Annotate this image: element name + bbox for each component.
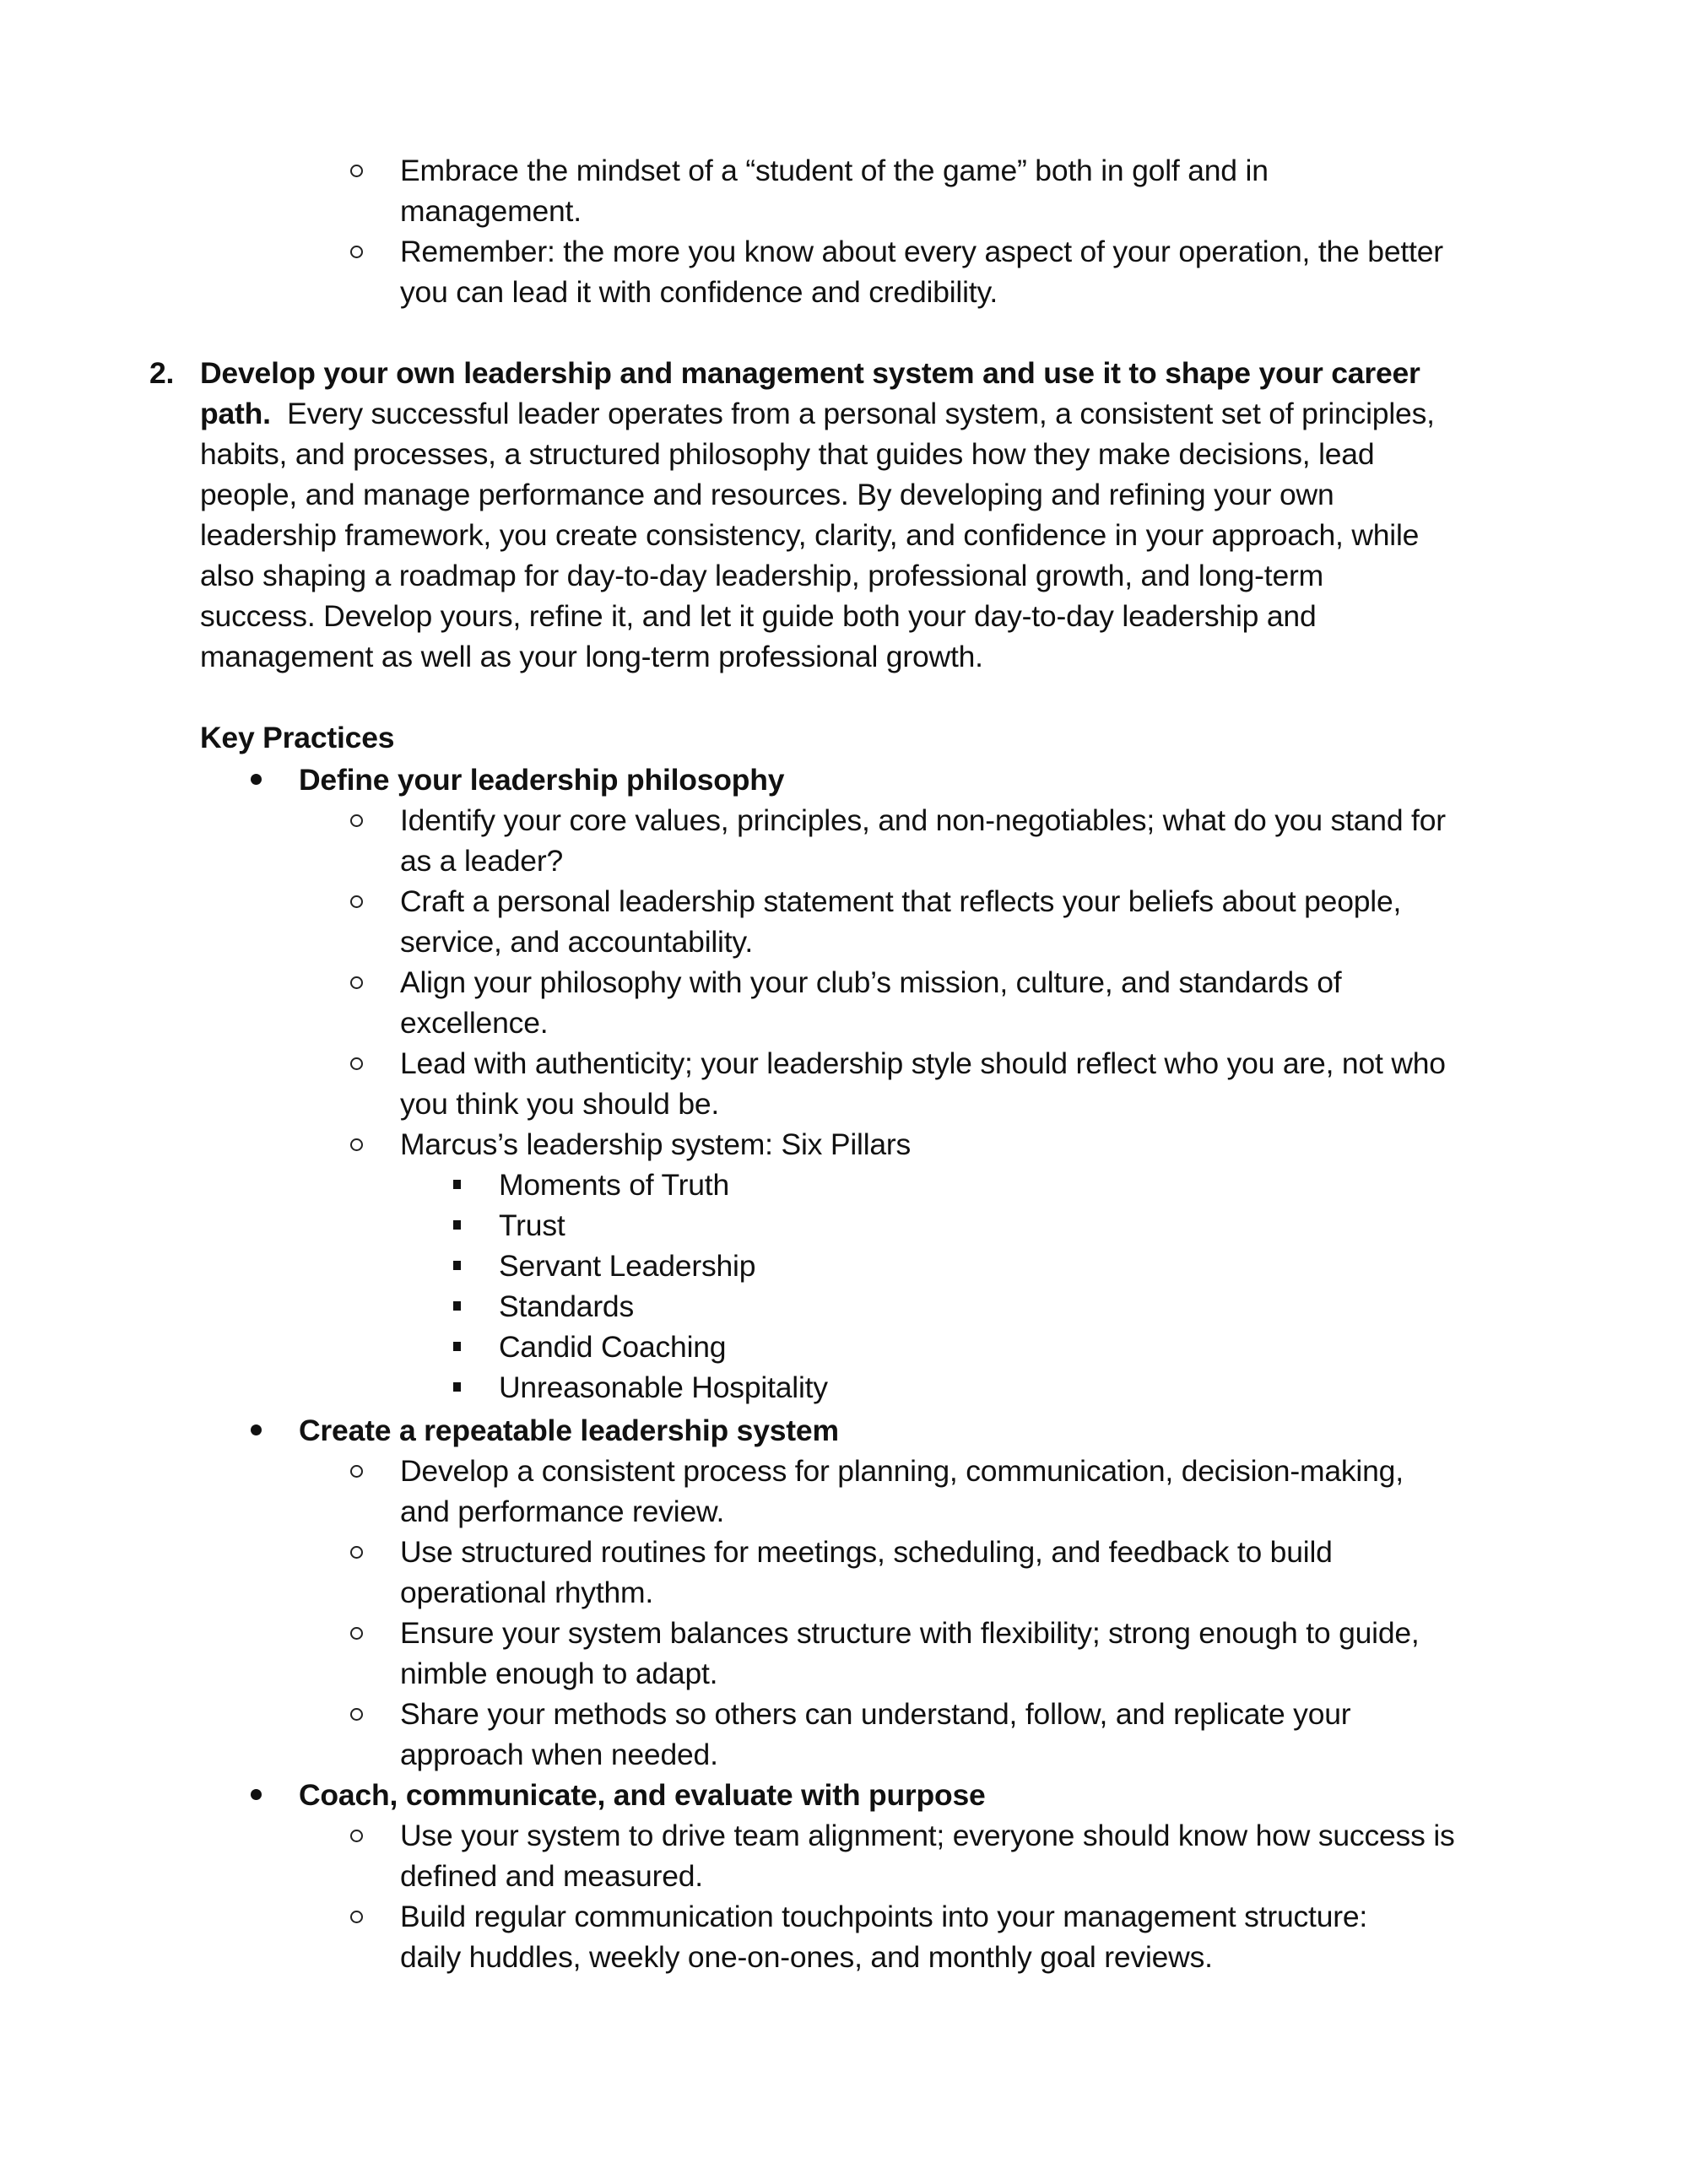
intro-item-1-line-0: Remember: the more you know about every aspect of your operation, the better bbox=[400, 235, 1443, 268]
square-bullet-icon bbox=[453, 1220, 461, 1230]
practice-item-line: daily huddles, weekly one-on-ones, and monthly goal reviews. bbox=[400, 1940, 1213, 1974]
practice-item-line: defined and measured. bbox=[400, 1859, 703, 1893]
practice-item-line: excellence. bbox=[400, 1006, 549, 1040]
practice-item-line: Develop a consistent process for planning, communication, decision-making, bbox=[400, 1454, 1404, 1488]
section-body-line: leadership framework, you create consistency, clarity, and confidence in your approach, while bbox=[200, 518, 1420, 552]
square-bullet-icon bbox=[453, 1180, 461, 1189]
section-body-first: Every successful leader operates from a personal system, a consistent set of principles, bbox=[287, 397, 1435, 430]
section-body-line: also shaping a roadmap for day-to-day leadership, professional growth, and long-term bbox=[200, 559, 1323, 592]
section-number: 2. bbox=[149, 356, 175, 390]
practice-item-line: Craft a personal leadership statement that reflects your beliefs about people, bbox=[400, 884, 1402, 918]
pillar-item: Standards bbox=[499, 1289, 635, 1323]
pillar-item: Servant Leadership bbox=[499, 1249, 756, 1283]
intro-item-1-line-1: you can lead it with confidence and credibility. bbox=[400, 275, 998, 309]
square-bullet-icon bbox=[453, 1261, 461, 1270]
circle-bullet-icon bbox=[350, 1465, 363, 1478]
section-body-line: habits, and processes, a structured philosophy that guides how they make decisions, lead bbox=[200, 437, 1375, 471]
square-bullet-icon bbox=[453, 1382, 461, 1392]
circle-bullet-icon bbox=[350, 1057, 363, 1070]
practice-item-line: Build regular communication touchpoints into your management structure: bbox=[400, 1900, 1368, 1933]
practice-title: Coach, communicate, and evaluate with purpose bbox=[299, 1778, 986, 1812]
practice-item-line: Marcus’s leadership system: Six Pillars bbox=[400, 1127, 912, 1161]
section-heading-path: path. bbox=[200, 397, 271, 430]
circle-bullet-icon bbox=[350, 165, 363, 177]
circle-bullet-icon bbox=[350, 1546, 363, 1559]
disc-bullet-icon bbox=[251, 1424, 262, 1435]
pillar-item: Unreasonable Hospitality bbox=[499, 1370, 828, 1404]
circle-bullet-icon bbox=[350, 1138, 363, 1151]
pillar-item: Moments of Truth bbox=[499, 1168, 730, 1202]
practice-item-line: Use structured routines for meetings, scheduling, and feedback to build bbox=[400, 1535, 1333, 1569]
circle-bullet-icon bbox=[350, 1708, 363, 1721]
practice-item-line: Use your system to drive team alignment; everyone should know how success is bbox=[400, 1819, 1455, 1852]
practice-item-line: Align your philosophy with your club’s mission, culture, and standards of bbox=[400, 965, 1342, 999]
practice-item-line: Share your methods so others can understand, follow, and replicate your bbox=[400, 1697, 1351, 1731]
practice-item-line: service, and accountability. bbox=[400, 925, 753, 959]
circle-bullet-icon bbox=[350, 1627, 363, 1640]
practice-title: Define your leadership philosophy bbox=[299, 763, 785, 797]
practice-item-line: Ensure your system balances structure with flexibility; strong enough to guide, bbox=[400, 1616, 1420, 1650]
practice-item-line: Lead with authenticity; your leadership style should reflect who you are, not who bbox=[400, 1046, 1446, 1080]
practice-item-line: as a leader? bbox=[400, 844, 563, 878]
circle-bullet-icon bbox=[350, 1911, 363, 1923]
intro-item-0-line-0: Embrace the mindset of a “student of the game” both in golf and in bbox=[400, 154, 1269, 187]
section-heading-line1: Develop your own leadership and management system and use it to shape your career bbox=[200, 356, 1420, 390]
pillar-item: Candid Coaching bbox=[499, 1330, 727, 1364]
circle-bullet-icon bbox=[350, 814, 363, 827]
circle-bullet-icon bbox=[350, 1830, 363, 1842]
square-bullet-icon bbox=[453, 1342, 461, 1351]
practice-item-line: and performance review. bbox=[400, 1495, 725, 1528]
section-heading-line2 bbox=[200, 393, 1435, 434]
practice-item-line: Identify your core values, principles, and non-negotiables; what do you stand for bbox=[400, 803, 1446, 837]
practice-item-line: operational rhythm. bbox=[400, 1576, 654, 1609]
disc-bullet-icon bbox=[251, 1789, 262, 1800]
circle-bullet-icon bbox=[350, 976, 363, 989]
practice-title: Create a repeatable leadership system bbox=[299, 1414, 839, 1447]
practice-item-line: approach when needed. bbox=[400, 1738, 718, 1771]
circle-bullet-icon bbox=[350, 895, 363, 908]
key-practices-heading: Key Practices bbox=[200, 721, 395, 754]
circle-bullet-icon bbox=[350, 246, 363, 258]
practice-item-line: you think you should be. bbox=[400, 1087, 720, 1121]
section-body-line: management as well as your long-term professional growth. bbox=[200, 640, 983, 673]
practice-item-line: nimble enough to adapt. bbox=[400, 1657, 718, 1690]
pillar-item: Trust bbox=[499, 1208, 565, 1242]
disc-bullet-icon bbox=[251, 774, 262, 785]
intro-item-0-line-1: management. bbox=[400, 194, 582, 228]
square-bullet-icon bbox=[453, 1301, 461, 1311]
section-body-line: people, and manage performance and resources. By developing and refining your own bbox=[200, 478, 1334, 511]
section-body-line: success. Develop yours, refine it, and let it guide both your day-to-day leadership and bbox=[200, 599, 1317, 633]
